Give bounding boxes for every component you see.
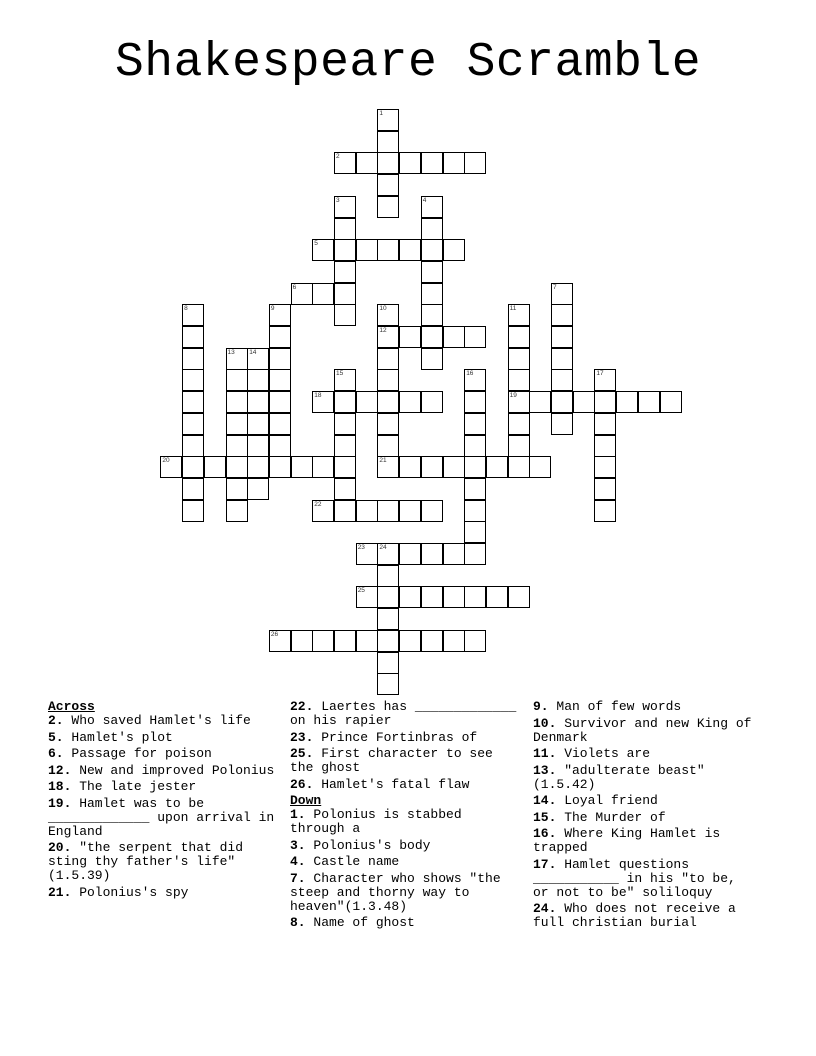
grid-cell[interactable] xyxy=(312,630,334,652)
grid-cell[interactable] xyxy=(464,391,486,413)
clue-number-14: 14 xyxy=(249,348,257,356)
down-clue xyxy=(533,902,758,930)
grid-cell[interactable] xyxy=(421,348,443,370)
clue-number-3: 3 xyxy=(336,196,340,204)
grid-cell[interactable] xyxy=(182,391,204,413)
grid-cell[interactable] xyxy=(660,391,682,413)
grid-cell[interactable] xyxy=(334,630,356,652)
grid-cell[interactable] xyxy=(377,500,399,522)
down-clue xyxy=(290,839,522,853)
across-clue xyxy=(48,731,280,745)
puzzle-title: Shakespeare Scramble xyxy=(114,36,702,90)
grid-cell[interactable] xyxy=(182,456,204,478)
grid-cell[interactable] xyxy=(464,586,486,608)
grid-cell[interactable] xyxy=(594,500,616,522)
clue-number: 20. xyxy=(48,840,72,855)
down-clue xyxy=(290,916,522,930)
grid-cell[interactable] xyxy=(464,413,486,435)
clue-number: 7. xyxy=(290,870,306,886)
grid-cell[interactable] xyxy=(377,673,399,695)
clue-text: Who does not receive a full christian burial xyxy=(533,901,736,930)
clue-number-16: 16 xyxy=(466,370,474,378)
grid-cell[interactable] xyxy=(356,152,378,174)
clue-text: Hamlet's plot xyxy=(63,729,173,745)
grid-cell[interactable] xyxy=(464,478,486,500)
clue-number: 5. xyxy=(48,729,64,745)
grid-cell[interactable] xyxy=(529,456,551,478)
grid-cell[interactable] xyxy=(443,630,465,652)
grid-cell[interactable] xyxy=(226,478,248,500)
clue-column-2 xyxy=(290,700,522,933)
clue-text: Character who shows "the steep and thorny way to heaven"(1.3.48) xyxy=(290,870,501,914)
across-clue xyxy=(48,841,280,883)
grid-cell[interactable] xyxy=(356,630,378,652)
clue-text: Where King Hamlet is trapped xyxy=(533,826,721,855)
grid-cell[interactable] xyxy=(377,369,399,391)
grid-cell[interactable] xyxy=(269,369,291,391)
grid-cell[interactable] xyxy=(551,413,573,435)
grid-cell[interactable] xyxy=(421,586,443,608)
grid-cell[interactable] xyxy=(334,478,356,500)
clue-number-26: 26 xyxy=(270,630,279,638)
grid-cell[interactable] xyxy=(377,174,399,196)
grid-cell[interactable] xyxy=(508,369,530,391)
grid-cell[interactable] xyxy=(356,239,378,261)
grid-cell[interactable] xyxy=(421,283,443,305)
grid-cell[interactable] xyxy=(443,543,465,565)
down-clue xyxy=(533,764,758,792)
grid-cell[interactable] xyxy=(551,391,573,413)
clue-number-18: 18 xyxy=(314,392,322,400)
across-heading: Across xyxy=(48,699,95,714)
clue-number: 10. xyxy=(533,715,557,731)
clue-text: Hamlet's fatal flaw xyxy=(313,776,470,792)
grid-cell[interactable] xyxy=(377,131,399,153)
clue-number: 4. xyxy=(290,854,306,869)
grid-cell[interactable] xyxy=(182,478,204,500)
down-clue xyxy=(533,827,758,855)
grid-cell[interactable] xyxy=(182,348,204,370)
grid-cell[interactable] xyxy=(269,435,291,457)
clue-number: 1. xyxy=(290,807,306,822)
grid-cell[interactable] xyxy=(421,630,443,652)
grid-cell[interactable] xyxy=(377,348,399,370)
down-clue xyxy=(533,717,758,745)
clue-number: 16. xyxy=(533,826,557,841)
grid-cell[interactable] xyxy=(508,413,530,435)
clue-text: "the serpent that did sting thy father's life"(1.5.39) xyxy=(48,840,244,883)
across-clue xyxy=(48,797,280,839)
grid-cell[interactable] xyxy=(421,218,443,240)
grid-cell[interactable] xyxy=(551,326,573,348)
grid-cell[interactable] xyxy=(226,500,248,522)
grid-cell[interactable] xyxy=(334,500,356,522)
grid-cell[interactable] xyxy=(269,413,291,435)
grid-cell[interactable] xyxy=(443,152,465,174)
grid-cell[interactable] xyxy=(356,391,378,413)
clue-number: 9. xyxy=(533,699,549,714)
clue-text: Who saved Hamlet's life xyxy=(63,713,251,728)
grid-cell[interactable] xyxy=(377,239,399,261)
down-heading: Down xyxy=(290,793,322,808)
grid-cell[interactable] xyxy=(377,652,399,674)
clue-text: The late jester xyxy=(71,779,197,794)
grid-cell[interactable] xyxy=(377,435,399,457)
grid-cell[interactable] xyxy=(399,586,421,608)
grid-cell[interactable] xyxy=(464,630,486,652)
clue-number: 13. xyxy=(533,762,557,778)
grid-cell[interactable] xyxy=(551,369,573,391)
clue-number-20: 20 xyxy=(162,457,170,465)
grid-cell[interactable] xyxy=(247,478,269,500)
grid-cell[interactable] xyxy=(421,326,443,348)
grid-cell[interactable] xyxy=(269,326,291,348)
grid-cell[interactable] xyxy=(182,369,204,391)
across-clue xyxy=(48,714,280,728)
clue-number: 2. xyxy=(48,713,64,728)
grid-cell[interactable] xyxy=(421,261,443,283)
grid-cell[interactable] xyxy=(638,391,660,413)
clue-text: Prince Fortinbras of xyxy=(313,729,478,745)
grid-cell[interactable] xyxy=(594,456,616,478)
grid-cell[interactable] xyxy=(573,391,595,413)
across-clue xyxy=(48,886,280,900)
grid-cell[interactable] xyxy=(508,586,530,608)
grid-cell[interactable] xyxy=(226,391,248,413)
grid-cell[interactable] xyxy=(421,456,443,478)
down-clue xyxy=(290,872,522,914)
grid-cell[interactable] xyxy=(377,565,399,587)
grid-cell[interactable] xyxy=(291,456,313,478)
grid-cell[interactable] xyxy=(399,500,421,522)
grid-cell[interactable] xyxy=(226,369,248,391)
grid-cell[interactable] xyxy=(508,435,530,457)
clue-number-7: 7 xyxy=(553,283,557,291)
clue-number-25: 25 xyxy=(357,587,365,595)
grid-cell[interactable] xyxy=(421,239,443,261)
grid-cell[interactable] xyxy=(551,304,573,326)
grid-cell[interactable] xyxy=(182,326,204,348)
clue-text: Passage for poison xyxy=(63,746,212,761)
grid-cell[interactable] xyxy=(377,586,399,608)
clue-text: Survivor and new King of Denmark xyxy=(533,715,752,745)
clue-text: Polonius's spy xyxy=(71,884,189,900)
clue-number-17: 17 xyxy=(596,370,604,378)
grid-cell[interactable] xyxy=(443,326,465,348)
grid-cell[interactable] xyxy=(443,456,465,478)
grid-cell[interactable] xyxy=(377,608,399,630)
clue-number-8: 8 xyxy=(184,305,188,313)
clue-number-9: 9 xyxy=(270,305,275,313)
grid-cell[interactable] xyxy=(204,456,226,478)
across-clue xyxy=(48,780,280,794)
clue-number-22: 22 xyxy=(314,500,322,508)
grid-cell[interactable] xyxy=(377,413,399,435)
grid-cell[interactable] xyxy=(334,261,356,283)
clue-number-23: 23 xyxy=(357,544,365,551)
grid-cell[interactable] xyxy=(529,391,551,413)
across-clue xyxy=(290,747,522,775)
grid-cell[interactable] xyxy=(464,456,486,478)
grid-cell[interactable] xyxy=(334,239,356,261)
clue-text: Hamlet questions ___________ in his "to be, or not to be" soliloquy xyxy=(533,856,736,900)
clue-number: 3. xyxy=(290,837,306,853)
clue-text: Name of ghost xyxy=(305,915,415,930)
grid-cell[interactable] xyxy=(269,456,291,478)
grid-cell[interactable] xyxy=(464,500,486,522)
grid-cell[interactable] xyxy=(421,304,443,326)
across-clue xyxy=(290,731,522,745)
down-clue xyxy=(533,700,758,714)
down-clue xyxy=(533,811,758,825)
grid-cell[interactable] xyxy=(421,543,443,565)
grid-cell[interactable] xyxy=(334,304,356,326)
grid-cell[interactable] xyxy=(486,586,508,608)
clue-text: Castle name xyxy=(305,854,400,869)
grid-cell[interactable] xyxy=(421,500,443,522)
grid-cell[interactable] xyxy=(182,500,204,522)
clue-text: "adulterate beast"(1.5.42) xyxy=(533,762,705,792)
grid-cell[interactable] xyxy=(247,391,269,413)
down-clue xyxy=(290,808,522,836)
clue-number: 19. xyxy=(48,795,72,811)
grid-cell[interactable] xyxy=(486,456,508,478)
grid-cell[interactable] xyxy=(464,152,486,174)
clue-number: 8. xyxy=(290,915,306,930)
grid-cell[interactable] xyxy=(334,391,356,413)
grid-cell[interactable] xyxy=(269,348,291,370)
grid-cell[interactable] xyxy=(334,456,356,478)
grid-cell[interactable] xyxy=(182,413,204,435)
clue-text: New and improved Polonius xyxy=(71,762,275,778)
grid-cell[interactable] xyxy=(464,521,486,543)
grid-cell[interactable] xyxy=(551,348,573,370)
down-clue xyxy=(290,855,522,869)
clue-number: 23. xyxy=(290,729,314,745)
clue-text: First character to see the ghost xyxy=(290,746,493,775)
grid-cell[interactable] xyxy=(508,348,530,370)
grid-cell[interactable] xyxy=(464,543,486,565)
clue-number-1: 1 xyxy=(379,110,384,117)
grid-cell[interactable] xyxy=(247,413,269,435)
grid-cell[interactable] xyxy=(312,283,334,305)
clue-number-11: 11 xyxy=(509,305,517,313)
grid-cell[interactable] xyxy=(247,369,269,391)
clue-text: Loyal friend xyxy=(556,793,658,808)
clue-number: 12. xyxy=(48,762,72,778)
down-clue xyxy=(533,747,758,761)
clue-number: 26. xyxy=(290,776,314,792)
grid-cell[interactable] xyxy=(443,586,465,608)
clue-column-1 xyxy=(48,700,280,902)
grid-cell[interactable] xyxy=(269,391,291,413)
clue-text: Man of few words xyxy=(548,699,682,714)
grid-cell[interactable] xyxy=(594,435,616,457)
grid-cell[interactable] xyxy=(399,391,421,413)
grid-cell[interactable] xyxy=(508,456,530,478)
grid-cell[interactable] xyxy=(291,630,313,652)
grid-cell[interactable] xyxy=(182,435,204,457)
grid-cell[interactable] xyxy=(377,196,399,218)
clue-text: Violets are xyxy=(556,746,651,761)
clue-number: 14. xyxy=(533,793,557,808)
grid-cell[interactable] xyxy=(247,435,269,457)
clue-text: Polonius's body xyxy=(305,837,431,853)
clue-number-15: 15 xyxy=(336,370,344,378)
grid-cell[interactable] xyxy=(399,543,421,565)
clue-number: 6. xyxy=(48,746,64,761)
grid-cell[interactable] xyxy=(312,456,334,478)
clue-column-3 xyxy=(533,700,758,933)
across-clue xyxy=(48,747,280,761)
grid-cell[interactable] xyxy=(356,500,378,522)
clue-text: Laertes has _____________ on his rapier xyxy=(290,699,517,728)
clue-number-21: 21 xyxy=(379,457,387,465)
clue-text: Polonius is stabbed through a xyxy=(290,807,462,836)
grid-cell[interactable] xyxy=(377,152,399,174)
clue-number: 22. xyxy=(290,699,314,714)
grid-cell[interactable] xyxy=(334,283,356,305)
grid-cell[interactable] xyxy=(421,152,443,174)
clue-number: 11. xyxy=(533,746,557,761)
grid-cell[interactable] xyxy=(399,456,421,478)
grid-cell[interactable] xyxy=(443,239,465,261)
clue-number: 18. xyxy=(48,779,72,794)
grid-cell[interactable] xyxy=(594,478,616,500)
grid-cell[interactable] xyxy=(399,152,421,174)
clue-number-24: 24 xyxy=(379,544,387,551)
across-clue xyxy=(290,700,522,728)
grid-cell[interactable] xyxy=(399,326,421,348)
clue-number-19: 19 xyxy=(509,392,517,400)
grid-cell[interactable] xyxy=(421,391,443,413)
clue-number: 15. xyxy=(533,809,557,825)
across-clue xyxy=(290,778,522,792)
clue-number: 21. xyxy=(48,884,72,900)
grid-cell[interactable] xyxy=(226,413,248,435)
down-clue xyxy=(533,858,758,900)
down-clue xyxy=(533,794,758,808)
clue-number-5: 5 xyxy=(314,240,318,248)
grid-cell[interactable] xyxy=(464,326,486,348)
clue-number: 24. xyxy=(533,901,557,916)
clue-number-6: 6 xyxy=(292,283,297,291)
grid-cell[interactable] xyxy=(226,435,248,457)
clue-number-2: 2 xyxy=(336,153,340,161)
grid-cell[interactable] xyxy=(226,456,248,478)
grid-cell[interactable] xyxy=(464,435,486,457)
grid-cell[interactable] xyxy=(377,391,399,413)
grid-cell[interactable] xyxy=(334,435,356,457)
clue-number: 25. xyxy=(290,746,314,761)
clue-number-4: 4 xyxy=(422,196,427,204)
grid-cell[interactable] xyxy=(594,391,616,413)
grid-cell[interactable] xyxy=(334,218,356,240)
across-clue xyxy=(48,764,280,778)
grid-cell[interactable] xyxy=(594,413,616,435)
grid-cell[interactable] xyxy=(334,413,356,435)
grid-cell[interactable] xyxy=(247,456,269,478)
clue-text: The Murder of xyxy=(556,809,666,825)
grid-cell[interactable] xyxy=(377,630,399,652)
clue-number: 17. xyxy=(533,856,557,872)
grid-cell[interactable] xyxy=(508,326,530,348)
grid-cell[interactable] xyxy=(399,630,421,652)
clue-number-12: 12 xyxy=(379,327,387,334)
clue-text: Hamlet was to be _____________ upon arrival in England xyxy=(48,795,275,839)
grid-cell[interactable] xyxy=(616,391,638,413)
grid-cell[interactable] xyxy=(399,239,421,261)
clue-number-10: 10 xyxy=(379,305,387,313)
clue-number-13: 13 xyxy=(227,348,235,356)
